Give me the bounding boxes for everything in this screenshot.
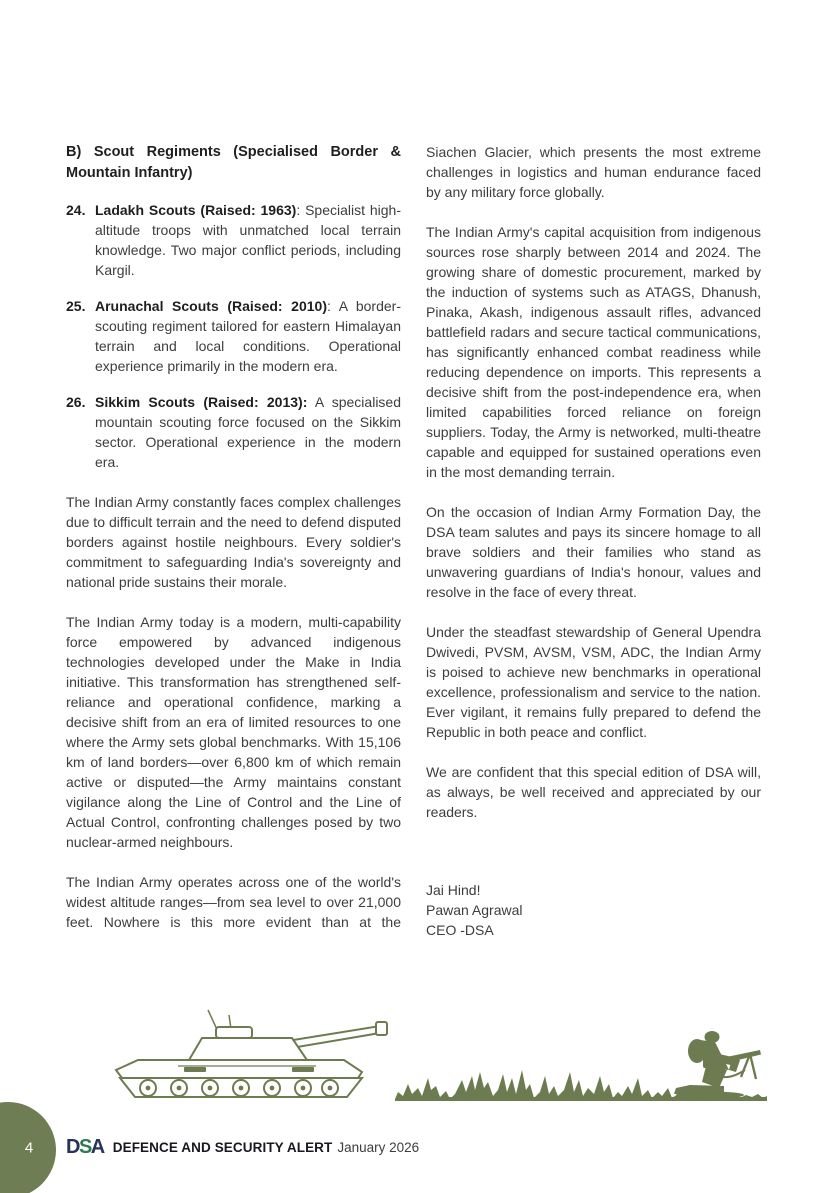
- paragraph: On the occasion of Indian Army Formation Day, the DSA team salutes and pays its sincere homage to all brave soldiers and their families who stand as unwavering guardians of India's honour, values and resolve in the face of every threat.: [426, 504, 761, 600]
- list-item: [66, 392, 401, 472]
- list-body: [95, 296, 401, 376]
- issue-date: January 2026: [337, 1139, 420, 1155]
- text-columns: [66, 142, 762, 940]
- list-title: Arunachal Scouts (Raised: 2010): [95, 298, 327, 314]
- signoff-role: CEO -DSA: [426, 922, 494, 938]
- dsa-logo: [66, 1137, 104, 1157]
- footer-bar: [66, 1134, 419, 1160]
- list-number: 26.: [66, 394, 86, 410]
- list-body: [95, 200, 401, 280]
- left-column: [66, 142, 401, 940]
- signoff-author: Pawan Agrawal: [426, 902, 523, 918]
- list-item: [66, 200, 401, 280]
- logo-letter-s: S: [78, 1136, 91, 1158]
- kneeling-soldier-silhouette: [674, 1031, 761, 1099]
- paragraph: The Indian Army today is a modern, multi-capability force empowered by advanced indigenous technologies developed under the Make in India initiative. This transformation has strengthened self-reliance and operational confidence, marking a decisive shift from an era of limited resources to one where the Army sets global benchmarks. With 15,106 km of land borders—over 6,800 km of which remain active or disputed—the Army maintains constant vigilance along the Line of Control and the Line of Actual Control, confronting challenges posed by two nuclear-armed neighbours.: [66, 614, 401, 850]
- list-number: 24.: [66, 202, 86, 218]
- list-title: Sikkim Scouts (Raised: 2013):: [95, 394, 308, 410]
- magazine-title: DEFENCE AND SECURITY ALERT: [112, 1139, 333, 1155]
- signoff-line: Jai Hind!: [426, 882, 481, 898]
- logo-letter-d: D: [66, 1136, 79, 1158]
- paragraph: The Indian Army operates across one of the world's widest altitude ranges—from sea level to over 21,000 feet. Nowhere is this more evident than at the: [66, 874, 401, 930]
- paragraph: Under the steadfast stewardship of General Upendra Dwivedi, PVSM, AVSM, VSM, ADC, the Indian Army is poised to achieve new benchmarks in operational excellence, professionalism and service to the nation. Ever vigilant, it remains fully prepared to defend the Republic in both peace and conflict.: [426, 624, 761, 740]
- paragraph: Siachen Glacier, which presents the most extreme challenges in logistics and human endurance faced by any military force globally.: [426, 144, 761, 200]
- logo-letter-a: A: [90, 1136, 104, 1158]
- decorative-silhouette-strip: [60, 1006, 767, 1101]
- list-text: : Specialist high-altitude troops with unmatched local terrain knowledge. Two major conflict periods, including Kargil.: [95, 202, 401, 278]
- list-number: 25.: [66, 298, 86, 314]
- list-body: [95, 392, 401, 472]
- signoff-block: [426, 880, 761, 940]
- paragraph: The Indian Army constantly faces complex challenges due to difficult terrain and the need to defend disputed borders against hostile neighbours. Every soldier's commitment to safeguarding India's sovereignty and national pride sustains their morale.: [66, 494, 401, 590]
- section-heading: B) Scout Regiments (Specialised Border & Mountain Infantry): [66, 144, 401, 181]
- paragraph: The Indian Army's capital acquisition from indigenous sources rose sharply between 2014 and 2024. The growing share of domestic procurement, marked by the induction of systems such as ATAGS, Dhanush, Pinaka, Akash, indigenous assault rifles, advanced battlefield radars and secure tactical communications, has significantly enhanced combat readiness while reducing dependence on imports. This represents a decisive shift from the post-independence era, when limited capabilities forced reliance on foreign suppliers. Today, the Army is networked, multi-theatre capable and equipped for sustained operations even in the most demanding terrain.: [426, 224, 761, 480]
- list-item: [66, 296, 401, 376]
- tank-silhouette: [116, 1010, 387, 1097]
- right-column: [426, 142, 761, 940]
- list-text: A specialised mountain scouting force focused on the Sikkim sector. Operational experience in the modern era.: [95, 394, 401, 470]
- list-text: : A border-scouting regiment tailored for eastern Himalayan terrain and local conditions. Operational experience primarily in the modern era.: [95, 298, 401, 374]
- page-number: 4: [24, 1139, 34, 1157]
- paragraph: We are confident that this special edition of DSA will, as always, be well received and appreciated by our readers.: [426, 764, 761, 820]
- list-title: Ladakh Scouts (Raised: 1963): [95, 202, 297, 218]
- page-number-badge: [0, 1102, 56, 1193]
